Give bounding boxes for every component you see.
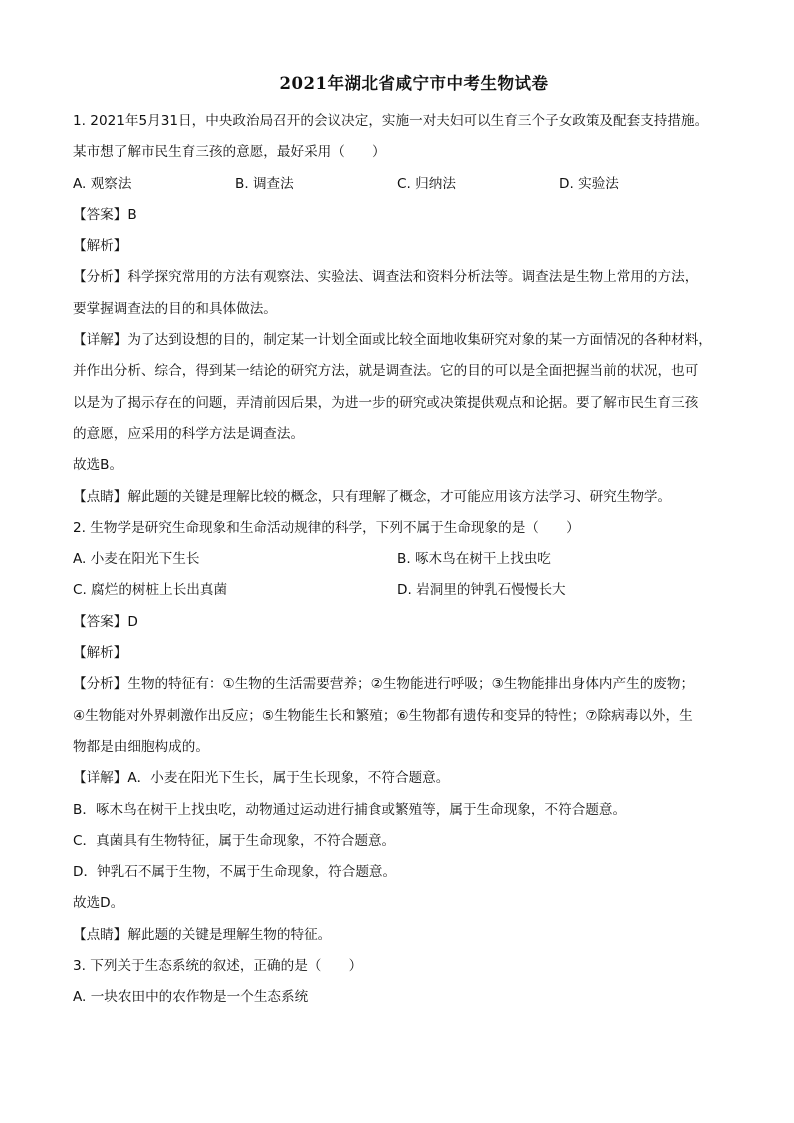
q3-stem: 3. 下列关于生态系统的叙述，正确的是（ ）: [73, 958, 363, 975]
q2-analysis-label: 【解析】: [73, 645, 128, 662]
q2-option-d: D. 岩洞里的钟乳石慢慢长大: [397, 582, 566, 599]
q1-option-d: D. 实验法: [559, 175, 619, 192]
q1-option-a: A. 观察法: [73, 175, 132, 192]
q2-dianjing: 【点睛】解此题的关键是理解生物的特征。: [73, 926, 332, 943]
page-title: 2021年湖北省咸宁市中考生物试卷: [279, 74, 549, 93]
q2-option-a: A. 小麦在阳光下生长: [73, 551, 200, 568]
q1-fenxi-line-2: 要掌握调查法的目的和具体做法。: [73, 300, 277, 317]
q2-stem: 2. 生物学是研究生命现象和生命活动规律的科学，下列不属于生命现象的是（ ）: [73, 519, 580, 536]
q2-option-b: B. 啄木鸟在树干上找虫吃: [397, 551, 551, 568]
q1-fenxi-line-1: 【分析】科学探究常用的方法有观察法、实验法、调查法和资料分析法等。调查法是生物上常用的方法，: [73, 269, 699, 286]
question-3: [73, 951, 729, 1014]
q1-analysis-label: 【解析】: [73, 238, 128, 255]
question-2: [73, 513, 729, 951]
question-1: [73, 106, 729, 513]
document-page: [73, 70, 729, 1014]
q2-conclusion: 故选D。: [73, 895, 125, 912]
q1-dianjing: 【点睛】解此题的关键是理解比较的概念，只有理解了概念，才可能应用该方法学习、研究生物学。: [73, 488, 672, 505]
q1-stem-line-1: 1. 2021年5月31日，中央政治局召开的会议决定，实施一对夫妇可以生育三个子女政策及配套支持措施。: [73, 113, 709, 129]
q2-fenxi-line-3: 物都是由细胞构成的。: [73, 738, 209, 755]
q1-xiangjie-line-1: 【详解】为了达到设想的目的，制定某一计划全面或比较全面地收集研究对象的某一方面情况的各种材料，: [73, 332, 712, 349]
q2-answer: 【答案】D: [73, 613, 138, 630]
q2-option-c: C. 腐烂的树桩上长出真菌: [73, 582, 228, 599]
q1-conclusion: 故选B。: [73, 457, 124, 474]
q2-options-row-2: [73, 575, 729, 606]
q1-options: [73, 169, 729, 200]
q2-xiangjie-line-1: 【详解】A．小麦在阳光下生长，属于生长现象，不符合题意。: [73, 770, 450, 787]
q1-xiangjie-line-3: 以是为了揭示存在的问题，弄清前因后果，为进一步的研究或决策提供观点和论据。要了解市民生育三孩: [73, 394, 699, 411]
q2-xiangjie-line-2: B．啄木鸟在树干上找虫吃，动物通过运动进行捕食或繁殖等，属于生命现象，不符合题意。: [73, 801, 627, 818]
q2-fenxi-line-1: 【分析】生物的特征有：①生物的生活需要营养；②生物能进行呼吸；③生物能排出身体内产生的废物；: [73, 676, 695, 693]
q3-option-a: A. 一块农田中的农作物是一个生态系统: [73, 989, 309, 1006]
q1-xiangjie-line-2: 并作出分析、综合，得到某一结论的研究方法，就是调查法。它的目的可以是全面把握当前的状况，也可: [73, 363, 699, 380]
q2-options-row-1: [73, 544, 729, 575]
q1-xiangjie-line-4: 的意愿，应采用的科学方法是调查法。: [73, 425, 305, 442]
q1-option-c: C. 归纳法: [397, 175, 456, 192]
q1-stem-line-2: 某市想了解市民生育三孩的意愿，最好采用（ ）: [73, 144, 386, 161]
q2-xiangjie-line-3: C．真菌具有生物特征，属于生命现象，不符合题意。: [73, 832, 396, 849]
q2-xiangjie-line-4: D．钟乳石不属于生物，不属于生命现象，符合题意。: [73, 864, 397, 881]
q2-fenxi-line-2: ④生物能对外界刺激作出反应；⑤生物能生长和繁殖；⑥生物都有遗传和变异的特性；⑦除病毒以外，生: [73, 707, 693, 724]
q1-answer: 【答案】B: [73, 206, 137, 223]
q1-option-b: B. 调查法: [235, 175, 294, 192]
